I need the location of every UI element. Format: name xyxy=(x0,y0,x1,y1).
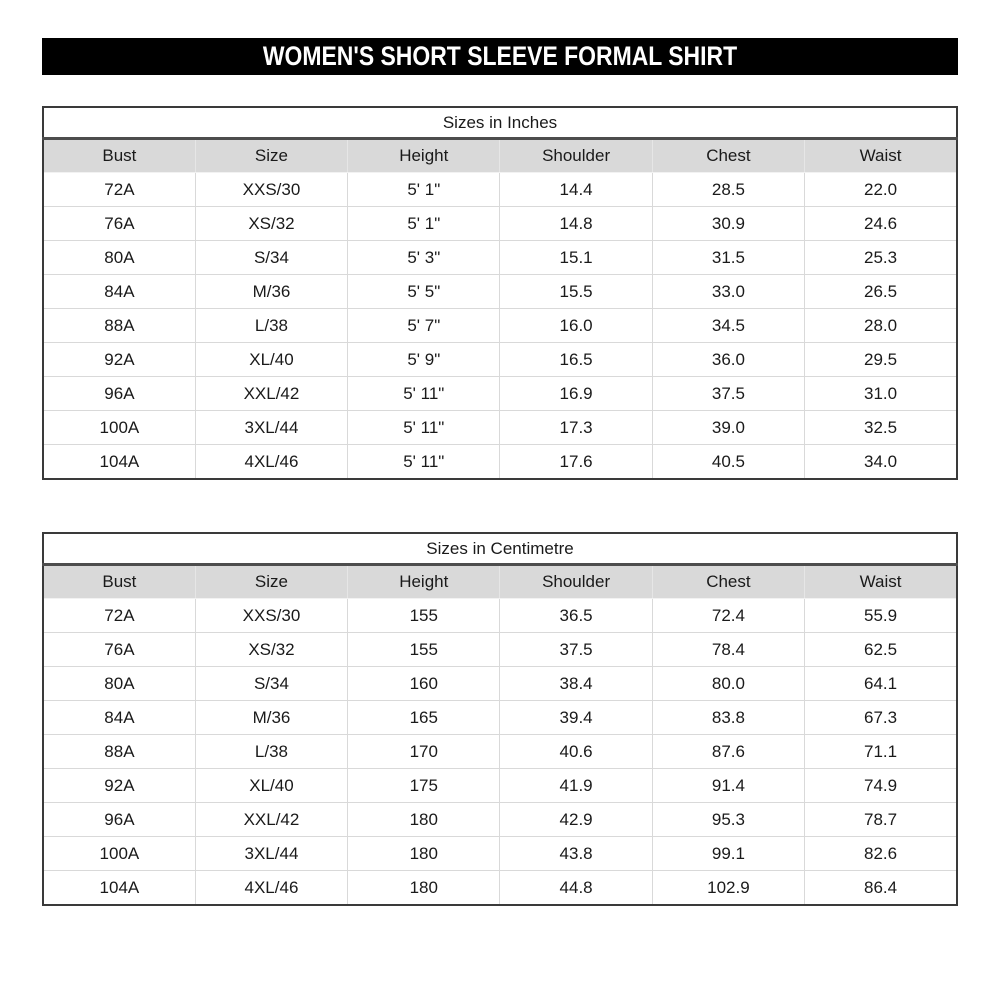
table-cell: 88A xyxy=(43,735,195,769)
table-cell: 72A xyxy=(43,173,195,207)
product-title: WOMEN'S SHORT SLEEVE FORMAL SHIRT xyxy=(262,41,738,71)
table-cell: 36.5 xyxy=(500,599,652,633)
table-cell: 32.5 xyxy=(805,411,957,445)
table-cell: 155 xyxy=(348,599,500,633)
table-cell: 96A xyxy=(43,377,195,411)
table-cell: 180 xyxy=(348,871,500,906)
table-cell: XS/32 xyxy=(195,633,347,667)
table-cell: 3XL/44 xyxy=(195,411,347,445)
table-cell: 160 xyxy=(348,667,500,701)
column-header-waist: Waist xyxy=(805,139,957,173)
table-cell: 86.4 xyxy=(805,871,957,906)
table-cell: L/38 xyxy=(195,309,347,343)
table-cell: 72A xyxy=(43,599,195,633)
table-cell: 104A xyxy=(43,445,195,480)
table-row xyxy=(43,173,957,207)
table-cell: 42.9 xyxy=(500,803,652,837)
table-cell: M/36 xyxy=(195,275,347,309)
table-row xyxy=(43,377,957,411)
table-cell: 5' 11" xyxy=(348,445,500,480)
table-cell: S/34 xyxy=(195,241,347,275)
table-cell: 38.4 xyxy=(500,667,652,701)
table-row xyxy=(43,803,957,837)
table-cell: 15.1 xyxy=(500,241,652,275)
table-row xyxy=(43,309,957,343)
table-title-centimetre: Sizes in Centimetre xyxy=(43,533,957,565)
inches-table-body xyxy=(43,173,957,480)
table-cell: XXL/42 xyxy=(195,377,347,411)
table-row xyxy=(43,275,957,309)
table-cell: 5' 1" xyxy=(348,173,500,207)
table-cell: 30.9 xyxy=(652,207,804,241)
table-cell: 78.4 xyxy=(652,633,804,667)
table-cell: 16.5 xyxy=(500,343,652,377)
table-row xyxy=(43,445,957,480)
column-header-shoulder: Shoulder xyxy=(500,139,652,173)
table-row xyxy=(43,769,957,803)
product-title-banner xyxy=(42,38,958,75)
table-row xyxy=(43,343,957,377)
table-cell: 72.4 xyxy=(652,599,804,633)
table-cell: 14.4 xyxy=(500,173,652,207)
table-cell: 37.5 xyxy=(652,377,804,411)
table-cell: 99.1 xyxy=(652,837,804,871)
column-header-size: Size xyxy=(195,565,347,599)
table-row xyxy=(43,411,957,445)
table-cell: 80A xyxy=(43,241,195,275)
table-cell: 84A xyxy=(43,701,195,735)
column-header-size: Size xyxy=(195,139,347,173)
table-cell: 14.8 xyxy=(500,207,652,241)
table-cell: XXS/30 xyxy=(195,173,347,207)
column-header-bust: Bust xyxy=(43,565,195,599)
table-cell: 39.4 xyxy=(500,701,652,735)
table-cell: 83.8 xyxy=(652,701,804,735)
table-row xyxy=(43,207,957,241)
table-cell: 96A xyxy=(43,803,195,837)
table-cell: 102.9 xyxy=(652,871,804,906)
table-cell: 64.1 xyxy=(805,667,957,701)
table-cell: 76A xyxy=(43,207,195,241)
table-cell: 71.1 xyxy=(805,735,957,769)
table-cell: 74.9 xyxy=(805,769,957,803)
table-cell: 82.6 xyxy=(805,837,957,871)
table-cell: 95.3 xyxy=(652,803,804,837)
table-cell: 5' 9" xyxy=(348,343,500,377)
table-cell: 15.5 xyxy=(500,275,652,309)
table-row xyxy=(43,735,957,769)
table-row xyxy=(43,837,957,871)
table-cell: 34.0 xyxy=(805,445,957,480)
table-cell: 29.5 xyxy=(805,343,957,377)
table-cell: 78.7 xyxy=(805,803,957,837)
table-cell: 88A xyxy=(43,309,195,343)
table-cell: 28.5 xyxy=(652,173,804,207)
table-cell: 5' 3" xyxy=(348,241,500,275)
table-cell: 40.6 xyxy=(500,735,652,769)
column-header-row xyxy=(43,139,957,173)
column-header-chest: Chest xyxy=(652,139,804,173)
table-cell: 5' 5" xyxy=(348,275,500,309)
table-cell: 34.5 xyxy=(652,309,804,343)
table-cell: 3XL/44 xyxy=(195,837,347,871)
table-cell: 36.0 xyxy=(652,343,804,377)
table-row xyxy=(43,667,957,701)
table-cell: 28.0 xyxy=(805,309,957,343)
table-cell: 80.0 xyxy=(652,667,804,701)
table-cell: 44.8 xyxy=(500,871,652,906)
table-cell: 76A xyxy=(43,633,195,667)
column-header-shoulder: Shoulder xyxy=(500,565,652,599)
table-cell: 5' 7" xyxy=(348,309,500,343)
table-cell: 25.3 xyxy=(805,241,957,275)
table-cell: 62.5 xyxy=(805,633,957,667)
table-cell: 39.0 xyxy=(652,411,804,445)
table-cell: XL/40 xyxy=(195,343,347,377)
column-header-chest: Chest xyxy=(652,565,804,599)
table-cell: 4XL/46 xyxy=(195,445,347,480)
centimetre-table-body xyxy=(43,599,957,906)
table-cell: 84A xyxy=(43,275,195,309)
table-cell: 100A xyxy=(43,837,195,871)
column-header-waist: Waist xyxy=(805,565,957,599)
table-cell: XS/32 xyxy=(195,207,347,241)
table-cell: 92A xyxy=(43,769,195,803)
table-cell: 92A xyxy=(43,343,195,377)
sizes-in-inches-table xyxy=(42,106,958,480)
table-cell: 155 xyxy=(348,633,500,667)
table-cell: 170 xyxy=(348,735,500,769)
table-cell: 5' 11" xyxy=(348,411,500,445)
table-row xyxy=(43,871,957,906)
table-cell: 43.8 xyxy=(500,837,652,871)
column-header-bust: Bust xyxy=(43,139,195,173)
table-cell: 33.0 xyxy=(652,275,804,309)
table-cell: 41.9 xyxy=(500,769,652,803)
table-cell: 31.5 xyxy=(652,241,804,275)
table-cell: 165 xyxy=(348,701,500,735)
column-header-row xyxy=(43,565,957,599)
table-cell: M/36 xyxy=(195,701,347,735)
table-cell: 17.6 xyxy=(500,445,652,480)
table-cell: L/38 xyxy=(195,735,347,769)
table-cell: 31.0 xyxy=(805,377,957,411)
table-cell: 26.5 xyxy=(805,275,957,309)
table-cell: XL/40 xyxy=(195,769,347,803)
table-title-row xyxy=(43,107,957,139)
table-cell: 16.9 xyxy=(500,377,652,411)
table-cell: 5' 1" xyxy=(348,207,500,241)
table-cell: XXS/30 xyxy=(195,599,347,633)
table-cell: 17.3 xyxy=(500,411,652,445)
table-cell: 5' 11" xyxy=(348,377,500,411)
column-header-height: Height xyxy=(348,565,500,599)
table-cell: 55.9 xyxy=(805,599,957,633)
table-cell: XXL/42 xyxy=(195,803,347,837)
table-cell: S/34 xyxy=(195,667,347,701)
table-cell: 180 xyxy=(348,837,500,871)
table-cell: 87.6 xyxy=(652,735,804,769)
table-cell: 104A xyxy=(43,871,195,906)
table-cell: 4XL/46 xyxy=(195,871,347,906)
table-cell: 22.0 xyxy=(805,173,957,207)
table-cell: 180 xyxy=(348,803,500,837)
table-cell: 16.0 xyxy=(500,309,652,343)
table-row xyxy=(43,633,957,667)
table-cell: 37.5 xyxy=(500,633,652,667)
column-header-height: Height xyxy=(348,139,500,173)
table-title-inches: Sizes in Inches xyxy=(43,107,957,139)
table-cell: 40.5 xyxy=(652,445,804,480)
table-cell: 80A xyxy=(43,667,195,701)
table-cell: 67.3 xyxy=(805,701,957,735)
table-title-row xyxy=(43,533,957,565)
table-cell: 24.6 xyxy=(805,207,957,241)
table-cell: 175 xyxy=(348,769,500,803)
table-cell: 91.4 xyxy=(652,769,804,803)
table-cell: 100A xyxy=(43,411,195,445)
table-row xyxy=(43,701,957,735)
sizes-in-centimetre-table xyxy=(42,532,958,906)
table-row xyxy=(43,241,957,275)
table-row xyxy=(43,599,957,633)
